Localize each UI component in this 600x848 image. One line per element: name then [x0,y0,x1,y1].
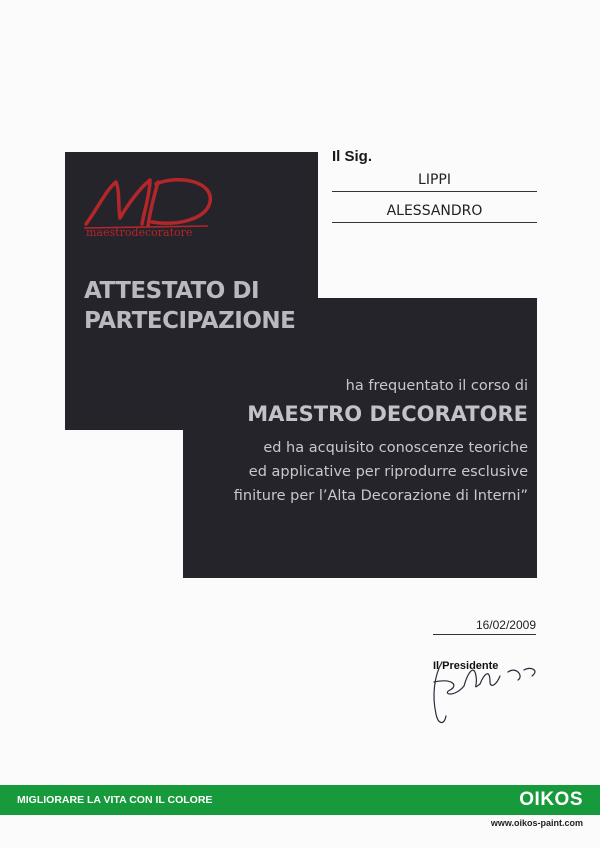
footer-url: www.oikos-paint.com [490,818,583,828]
body-line-4: finiture per l’Alta Decorazione di Interni” [233,488,528,504]
body-line-3: ed applicative per riprodurre esclusive [248,464,528,480]
certificate-date: 16/02/2009 [433,618,536,635]
body-line-1: ha frequentato il corso di [345,378,528,394]
footer-slogan: MIGLIORARE LA VITA CON IL COLORE [17,794,213,806]
logo-wordmark: maestrodecoratore [86,226,193,239]
body-line-2: ed ha acquisito conoscenze teoriche [263,440,528,456]
certificate-title-line2: PARTECIPAZIONE [84,308,296,334]
signatory-title: Il Presidente [433,660,499,672]
certificate-title-line1: ATTESTATO DI [84,278,260,304]
recipient-surname: LIPPI [332,171,537,192]
dark-panel-bottom [183,298,537,578]
recipient-label: Il Sig. [332,148,373,165]
certificate-title [84,276,295,336]
recipient-first-name: ALESSANDRO [332,202,537,223]
course-name: MAESTRO DECORATORE [247,402,528,426]
oikos-logo: OIKOS [519,789,583,810]
